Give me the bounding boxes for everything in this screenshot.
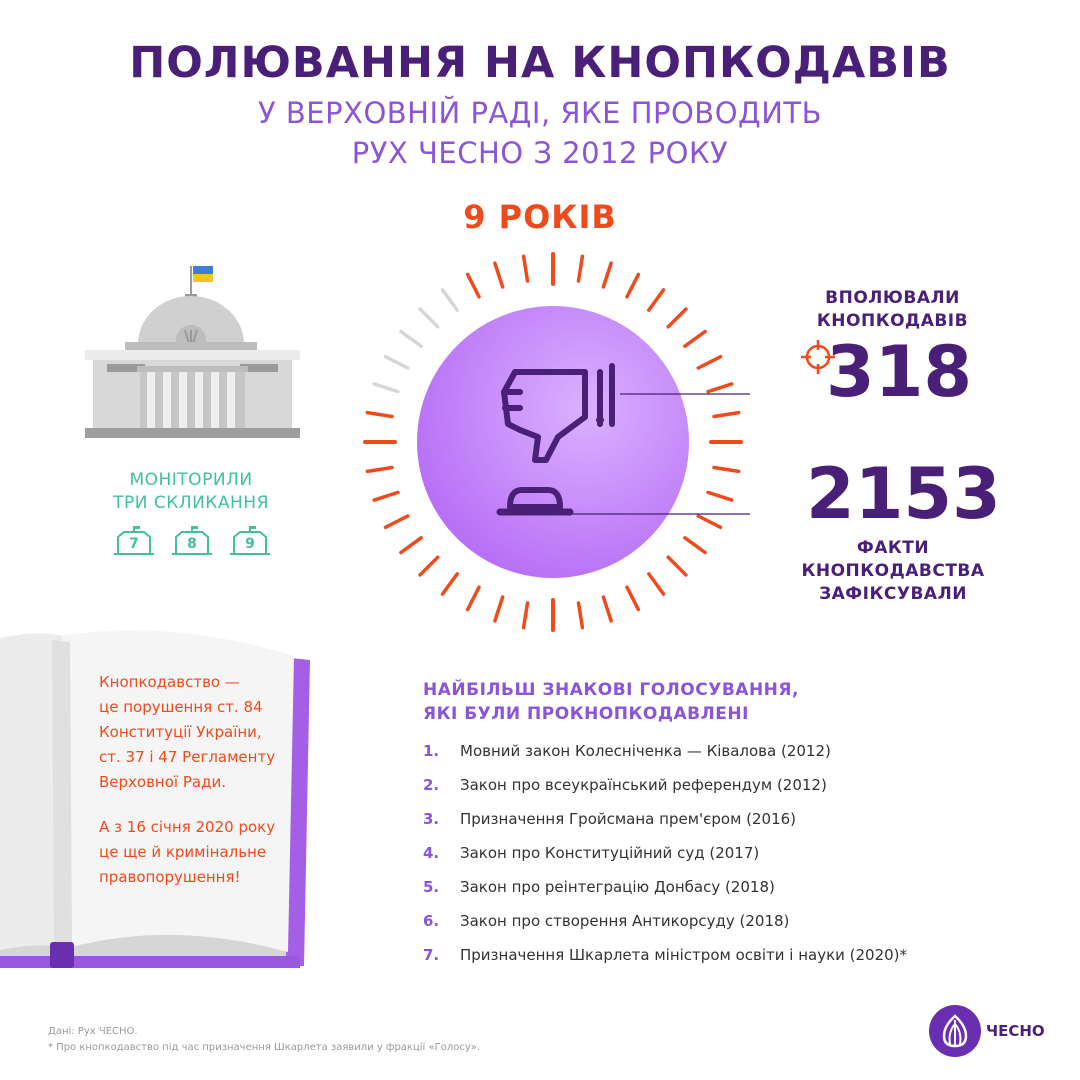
list-item-text: Призначення Гройсмана прем'єром (2016): [460, 810, 797, 828]
gauge-tick: [685, 331, 705, 346]
book-line: це ще й кримінальне: [99, 843, 267, 861]
list-item-text: Мовний закон Колесніченка — Ківалова (2012): [460, 742, 831, 760]
gauge-tick: [714, 467, 739, 471]
gauge-tick: [698, 357, 720, 368]
list-item-text: Закон про реінтеграцію Донбасу (2018): [460, 878, 775, 896]
book-line: А з 16 січня 2020 року: [99, 818, 276, 836]
list-item-number: 5.: [423, 878, 440, 896]
gauge-tick: [698, 516, 720, 527]
garlic-logo-icon: [928, 1004, 982, 1058]
book-paragraph-2: [99, 815, 289, 890]
subtitle-line-1: У ВЕРХОВНІЙ РАДІ, ЯКЕ ПРОВОДИТЬ: [257, 96, 822, 130]
subtitle-line-2: РУХ ЧЕСНО З 2012 РОКУ: [351, 136, 729, 170]
gauge-tick: [468, 274, 479, 296]
list-item-text: Закон про всеукраїнський референдум (2012): [460, 776, 827, 794]
list-title-line-2: ЯКІ БУЛИ ПРОКНОПКОДАВЛЕНІ: [423, 704, 749, 724]
list-item-number: 3.: [423, 810, 440, 828]
book-paragraph-1: [99, 670, 289, 795]
chesno-logo: [928, 1004, 1048, 1060]
caught-value: 318: [826, 331, 973, 413]
footer-source: Дані: Рух ЧЕСНО.: [48, 1026, 138, 1037]
caught-label: [800, 287, 985, 333]
book-line: ст. 37 і 47 Регламенту: [99, 748, 276, 766]
caught-label-line-1: ВПОЛЮВАЛИ: [825, 288, 960, 308]
gauge-tick: [374, 492, 398, 500]
gauge-tick: [495, 263, 503, 287]
list-item-number: 7.: [423, 946, 440, 964]
logo-text: ЧЕСНО: [986, 1022, 1045, 1040]
gauge-tick: [385, 357, 407, 368]
facts-label: [793, 537, 993, 606]
gauge-tick: [649, 290, 664, 310]
timer-gauge: [350, 242, 750, 642]
book-line: правопорушення!: [99, 868, 241, 886]
gauge-tick: [603, 597, 611, 621]
gauge-tick: [578, 256, 582, 281]
list-title: [423, 678, 983, 726]
gauge-tick: [578, 603, 582, 628]
list-item-text: Закон про Конституційний суд (2017): [460, 844, 760, 862]
gauge-tick: [708, 492, 732, 500]
gauge-tick: [668, 309, 686, 327]
gauge-tick: [649, 574, 664, 594]
gauge-tick: [385, 516, 407, 527]
gauge-tick: [374, 384, 398, 392]
gauge-tick: [442, 290, 457, 310]
gauge-tick: [401, 331, 421, 346]
facts-label-line-2: КНОПКОДАВСТВА: [801, 561, 985, 581]
book-line: це порушення ст. 84: [99, 698, 263, 716]
convocation-icon-8: [172, 525, 212, 557]
convocation-icon-9: [230, 525, 270, 557]
book-line: Верховної Ради.: [99, 773, 226, 791]
gauge-tick: [708, 384, 732, 392]
gauge-tick: [442, 574, 457, 594]
gauge-tick: [420, 557, 438, 575]
gauge-tick: [627, 587, 638, 609]
caught-label-line-2: КНОПКОДАВІВ: [816, 311, 969, 331]
list-item-text: Закон про створення Антикорсуду (2018): [460, 912, 790, 930]
gauge-tick: [401, 538, 421, 553]
gauge-tick: [524, 256, 528, 281]
bookmark-icon: [50, 942, 74, 968]
monitor-label: [80, 469, 302, 515]
convocation-number: 8: [187, 536, 197, 552]
convocation-icon-7: [114, 525, 154, 557]
list-item-number: 6.: [423, 912, 440, 930]
facts-label-line-3: ЗАФІКСУВАЛИ: [819, 584, 967, 604]
book-line: Кнопкодавство —: [99, 673, 240, 691]
parliament-building-icon: [85, 262, 300, 442]
gauge-tick: [367, 467, 392, 471]
monitor-label-line-1: МОНІТОРИЛИ: [129, 470, 253, 490]
gauge-tick: [627, 274, 638, 296]
gauge-tick: [468, 587, 479, 609]
gauge-tick: [367, 413, 392, 417]
convocation-number: 9: [245, 536, 255, 552]
gauge-tick: [420, 309, 438, 327]
facts-label-line-1: ФАКТИ: [856, 538, 930, 558]
book-line: Конституції України,: [99, 723, 262, 741]
gauge-tick: [714, 413, 739, 417]
page-title: ПОЛЮВАННЯ НА КНОПКОДАВІВ: [129, 38, 951, 88]
gauge-tick: [685, 538, 705, 553]
gauge-tick: [603, 263, 611, 287]
gauge-tick: [668, 557, 686, 575]
monitor-label-line-2: ТРИ СКЛИКАННЯ: [113, 493, 269, 513]
list-title-line-1: НАЙБІЛЬШ ЗНАКОВІ ГОЛОСУВАННЯ,: [423, 680, 799, 700]
list-item-number: 2.: [423, 776, 440, 794]
gauge-tick: [495, 597, 503, 621]
facts-value: 2153: [806, 453, 1001, 535]
list-item-text: Призначення Шкарлета міністром освіти і науки (2020)*: [460, 946, 908, 964]
convocation-number: 7: [129, 536, 139, 552]
footer-note: * Про кнопкодавство під час призначення Шкарлета заявили у фракції «Голосу».: [48, 1042, 481, 1053]
gauge-tick: [524, 603, 528, 628]
list-item-number: 4.: [423, 844, 440, 862]
years-label: 9 РОКІВ: [463, 198, 617, 236]
list-item-number: 1.: [423, 742, 440, 760]
